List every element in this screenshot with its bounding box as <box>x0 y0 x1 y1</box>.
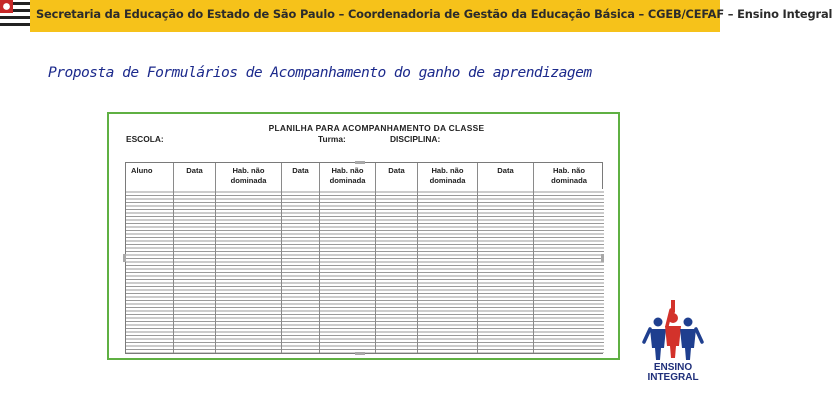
column-hab-1 <box>216 163 282 353</box>
disciplina-label: DISCIPLINA: <box>390 134 441 144</box>
slide-title: Proposta de Formulários de Acompanhamento do ganho de aprendizagem <box>48 64 592 81</box>
table-rows <box>418 189 477 353</box>
column-header: Hab. não dominada <box>230 166 267 185</box>
resize-handle <box>355 352 365 355</box>
column-data-3 <box>376 163 418 353</box>
resize-handle <box>355 161 365 164</box>
form-image <box>107 112 620 360</box>
column-hab-4 <box>534 163 604 353</box>
sheet-title: PLANILHA PARA ACOMPANHAMENTO DA CLASSE <box>268 123 485 133</box>
table-rows <box>534 189 604 353</box>
sao-paulo-flag-icon <box>0 0 30 32</box>
class-tracking-table <box>125 162 603 354</box>
banner-text: Secretaria da Educação do Estado de São Paulo – Coordenadoria de Gestão da Educação Básica – CGEB/CEFAF – Ensino Integral <box>36 7 832 21</box>
column-header: Data <box>292 166 309 175</box>
escola-label: ESCOLA: <box>126 134 164 144</box>
column-data-4 <box>478 163 534 353</box>
table-rows <box>478 189 533 353</box>
header-banner <box>0 0 832 32</box>
table-rows <box>320 189 375 353</box>
column-header: Hab. não dominada <box>329 166 366 185</box>
resize-handle <box>123 254 126 262</box>
column-header: Data <box>497 166 514 175</box>
column-data-2 <box>282 163 320 353</box>
column-hab-3 <box>418 163 478 353</box>
table-rows <box>376 189 417 353</box>
column-aluno <box>126 163 174 353</box>
column-header: Data <box>388 166 405 175</box>
resize-handle <box>601 254 604 262</box>
column-hab-2 <box>320 163 376 353</box>
turma-label: Turma: <box>318 134 346 144</box>
table-rows <box>126 189 173 353</box>
logo-text-line1: ENSINO <box>653 362 693 373</box>
table-rows <box>216 189 281 353</box>
column-header: Hab. não dominada <box>551 166 587 185</box>
logo-text-line2: INTEGRAL <box>647 372 699 383</box>
column-header: Data <box>186 166 203 175</box>
column-data-1 <box>174 163 216 353</box>
column-header: Aluno <box>131 166 153 175</box>
column-header: Hab. não dominada <box>429 166 466 185</box>
table-rows <box>282 189 319 353</box>
table-rows <box>174 189 215 353</box>
